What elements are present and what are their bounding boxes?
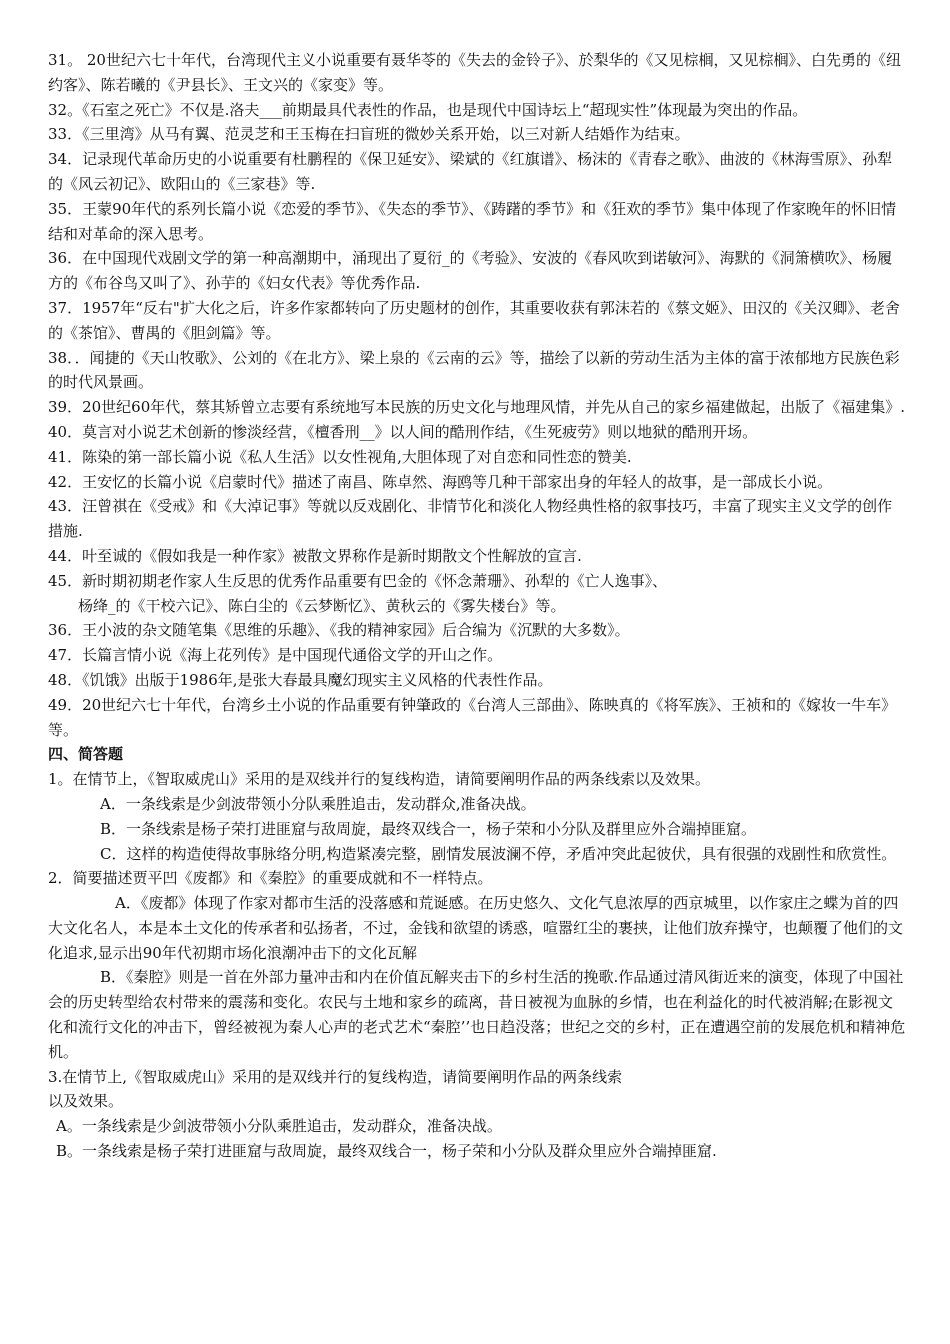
- section-heading: 四、简答题: [48, 745, 124, 764]
- item-40: 40．莫言对小说艺术创新的惨淡经营，《檀香刑__》以人间的酷刑作结，《生死疲劳》则以地狱的酷刑开场。: [48, 422, 758, 441]
- answer-2a: A．《废都》体现了作家对都市生活的没落感和荒诞感。在历史悠久、文化气息浓厚的西京城里，以作家庄之蝶为首的四大文化名人，本是本土文化的传承者和弘扬者，不过，金钱和欲望的诱惑，喧嚣红尘的裹挟，让他们放弃操守，也颠覆了他们的文化追求,显示出90年代初期市场化浪潮冲击下的文化瓦解: [48, 894, 904, 962]
- document-body: [48, 48, 906, 1164]
- item-48: 48．《饥饿》出版于1986年,是张大春最具魔幻现实主义风格的代表性作品。: [48, 670, 553, 689]
- item-49: 49．20世纪六七十年代，台湾乡土小说的作品重要有钟肇政的《台湾人三部曲》、陈映真的《将军族》、王祯和的《嫁妆一牛车》等。: [48, 695, 897, 739]
- item-36: 36．在中国现代戏剧文学的第一种高潮期中，涌现出了夏衍_的《考验》、安波的《春风吹到诺敏河》、海默的《洞箫横吹》、杨履方的《布谷鸟又叫了》、孙芋的《妇女代表》等优秀作品.: [48, 249, 893, 293]
- answer-3a: A。一条线索是少剑波带领小分队乘胜追击，发动群众，准备决战。: [56, 1117, 502, 1136]
- item-31: 31。 20世纪六七十年代，台湾现代主义小说重要有聂华苓的《失去的金铃子》、於梨华的《又见棕榈，又见棕榈》、白先勇的《纽约客》、陈若曦的《尹县长》、王文兴的《家变》等。: [48, 51, 901, 94]
- item-44: 44．叶至诚的《假如我是一种作家》被散文界称作是新时期散文个性解放的宣言.: [48, 546, 582, 565]
- item-37: 37．1957年“反右"扩大化之后，许多作家都转向了历史题材的创作，其重要收获有郭沫若的《蔡文姬》、田汉的《关汉卿》、老舍的《茶馆》、曹禺的《胆剑篇》等。: [48, 298, 900, 342]
- item-46: 36．王小波的杂文随笔集《思维的乐趣》、《我的精神家园》后合编为《沉默的大多数》。: [48, 621, 630, 640]
- item-34: 34．记录现代革命历史的小说重要有杜鹏程的《保卫延安》、梁斌的《红旗谱》、杨沫的《青春之歌》、曲波的《林海雪原》、孙犁的《风云初记》、欧阳山的《三家巷》等.: [48, 150, 893, 193]
- answer-1a: A．一条线索是少剑波带领小分队乘胜追击，发动群众,准备决战。: [100, 794, 536, 813]
- item-43: 43．汪曾祺在《受戒》和《大淖记事》等就以反戏剧化、非情节化和淡化人物经典性格的叙事技巧，丰富了现实主义文学的创作措施.: [48, 497, 893, 541]
- item-33: 33．《三里湾》从马有翼、范灵芝和王玉梅在扫盲班的微妙关系开始，以三对新人结婚作为结束。: [48, 125, 690, 144]
- item-35: 35．王蒙90年代的系列长篇小说《恋爱的季节》、《失态的季节》、《踌躇的季节》和《狂欢的季节》集中体现了作家晚年的怀旧情结和对革命的深入思考。: [48, 199, 897, 243]
- question-1: 1。在情节上，《智取威虎山》采用的是双线并行的复线构造，请简要阐明作品的两条线索以及效果。: [48, 770, 711, 789]
- item-38: 38．．闻捷的《天山牧歌》、公刘的《在北方》、梁上泉的《云南的云》等，描绘了以新的劳动生活为主体的富于浓郁地方民族色彩的时代风景画。: [48, 348, 900, 392]
- question-2: 2．简要描述贾平凹《废都》和《秦腔》的重要成就和不一样特点。: [48, 869, 493, 888]
- answer-1c: C．这样的构造使得故事脉络分明,构造紧凑完整，剧情发展波澜不停，矛盾冲突此起彼伏，具有很强的戏剧性和欣赏性。: [100, 844, 897, 863]
- item-47: 47．长篇言情小说《海上花列传》是中国现代通俗文学的开山之作。: [48, 646, 503, 665]
- item-45a: 45．新时期初期老作家人生反思的优秀作品重要有巴金的《怀念萧珊》、孙犁的《亡人逸事》、: [48, 571, 668, 590]
- item-39: 39．20世纪60年代，蔡其矫曾立志要有系统地写本民族的历史文化与地理风情，并先从自己的家乡福建做起，出版了《福建集》.: [48, 398, 906, 417]
- item-45b: 杨绛_的《干校六记》、陈白尘的《云梦断忆》、黄秋云的《雾失楼台》等。: [78, 596, 566, 615]
- item-32: 32。《石室之死亡》不仅是.洛夫___前期最具代表性的作品，也是现代中国诗坛上“超现实性”体现最为突出的作品。: [48, 100, 808, 119]
- answer-1b: B．一条线索是杨子荣打进匪窟与敌周旋，最终双线合一，杨子荣和小分队及群里应外合端掉匪窟。: [100, 819, 757, 838]
- question-3b: 以及效果。: [48, 1092, 124, 1111]
- item-41: 41．陈染的第一部长篇小说《私人生活》以女性视角,大胆体现了对自恋和同性恋的赞美.: [48, 447, 632, 466]
- item-42: 42．王安忆的长篇小说《启蒙时代》描述了南昌、陈卓然、海鸥等几种干部家出身的年轻人的故事，是一部成长小说。: [48, 472, 833, 491]
- answer-3b: B。一条线索是杨子荣打进匪窟与敌周旋，最终双线合一，杨子荣和小分队及群众里应外合端掉匪窟.: [56, 1142, 717, 1161]
- question-3a: 3.在情节上,《智取威虎山》采用的是双线并行的复线构造，请简要阐明作品的两条线索: [48, 1067, 623, 1086]
- answer-2b: B．《秦腔》则是一首在外部力量冲击和内在价值瓦解夹击下的乡村生活的挽歌.作品通过清风街近来的演变，体现了中国社会的历史转型给农村带来的震荡和变化。农民与土地和家乡的疏离，昔日被视为血脉的乡情，也在利益化的时代被消解;在影视文化和流行文化的冲击下，曾经被视为秦人心声的老式艺术“秦腔’’也日趋没落；世纪之交的乡村，正在遭遇空前的发展危机和精神危机。: [48, 968, 906, 1061]
